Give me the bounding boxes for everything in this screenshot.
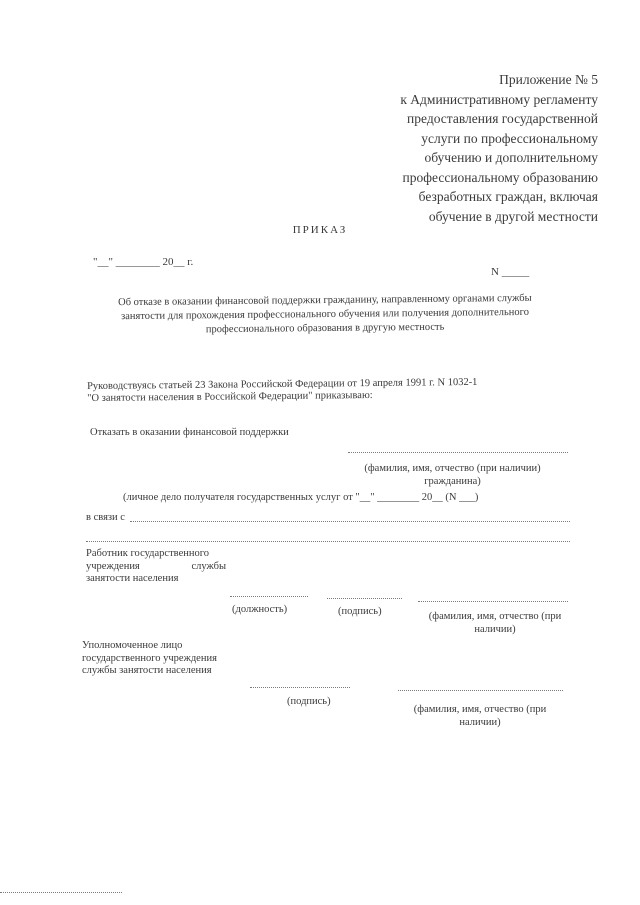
worker-position-caption: (должность) bbox=[232, 604, 288, 615]
authorized-name-caption: (фамилия, имя, отчество (при наличии) bbox=[413, 704, 547, 728]
citizen-name-caption: (фамилия, имя, отчество (при наличии) гражданина) bbox=[364, 463, 541, 487]
appendix-header bbox=[400, 70, 598, 226]
order-subject: Об отказе в оказании финансовой поддержки гражданину, направленному органами службы занятости для прохождения профессионального обучения или получения дополнительного профессионального образования в другую местность bbox=[118, 292, 532, 336]
authorized-name-line bbox=[398, 690, 563, 691]
authorized-label-line: Уполномоченное лицо bbox=[82, 640, 183, 651]
authorized-label-line: службы занятости населения bbox=[82, 665, 212, 676]
header-line: обучению и дополнительному bbox=[424, 150, 598, 165]
footnote-separator bbox=[0, 892, 122, 893]
header-line: профессиональному образованию bbox=[402, 169, 598, 185]
legal-basis bbox=[87, 377, 478, 405]
worker-position-line bbox=[230, 596, 308, 597]
authorized-person-label bbox=[82, 640, 217, 678]
reason-label: в связи с bbox=[86, 512, 125, 523]
order-number: N _____ bbox=[491, 266, 530, 278]
reason-line-1 bbox=[130, 521, 570, 522]
authorized-label-line: государственного учреждения bbox=[82, 652, 217, 664]
worker-label-line: Работник государственного bbox=[86, 548, 210, 559]
reason-line-2 bbox=[86, 541, 570, 542]
citizen-name-line bbox=[348, 452, 568, 453]
refuse-text: Отказать в оказании финансовой поддержки bbox=[90, 427, 289, 438]
order-date: "__" ________ 20__ г. bbox=[93, 256, 194, 268]
worker-signature-line bbox=[327, 598, 402, 599]
worker-name-line bbox=[418, 601, 568, 602]
worker-label-line: занятости населения bbox=[86, 573, 179, 584]
worker-signature-caption: (подпись) bbox=[338, 606, 382, 617]
legal-basis-line: Руководствуясь статьей 23 Закона Российской Федерации от 19 апреля 1991 г. N 1032-1 bbox=[87, 376, 478, 392]
header-line: услуги по профессиональному bbox=[421, 130, 598, 146]
worker-label bbox=[86, 548, 226, 586]
header-line: предоставления государственной bbox=[407, 111, 598, 126]
header-line: к Административному регламенту bbox=[400, 91, 598, 107]
worker-label-line: учреждения службы bbox=[86, 560, 226, 572]
legal-basis-line: "О занятости населения в Российской Федерации" приказываю: bbox=[87, 390, 373, 404]
header-line: Приложение № 5 bbox=[499, 72, 598, 87]
authorized-signature-caption: (подпись) bbox=[287, 696, 331, 707]
worker-name-caption: (фамилия, имя, отчество (при наличии) bbox=[428, 611, 562, 635]
order-title: ПРИКАЗ bbox=[292, 224, 348, 236]
header-line: безработных граждан, включая bbox=[418, 189, 598, 204]
personal-case-text: (личное дело получателя государственных услуг от "__" ________ 20__ (N ___) bbox=[123, 492, 479, 503]
header-line: обучение в другой местности bbox=[428, 208, 598, 224]
authorized-signature-line bbox=[250, 687, 350, 688]
